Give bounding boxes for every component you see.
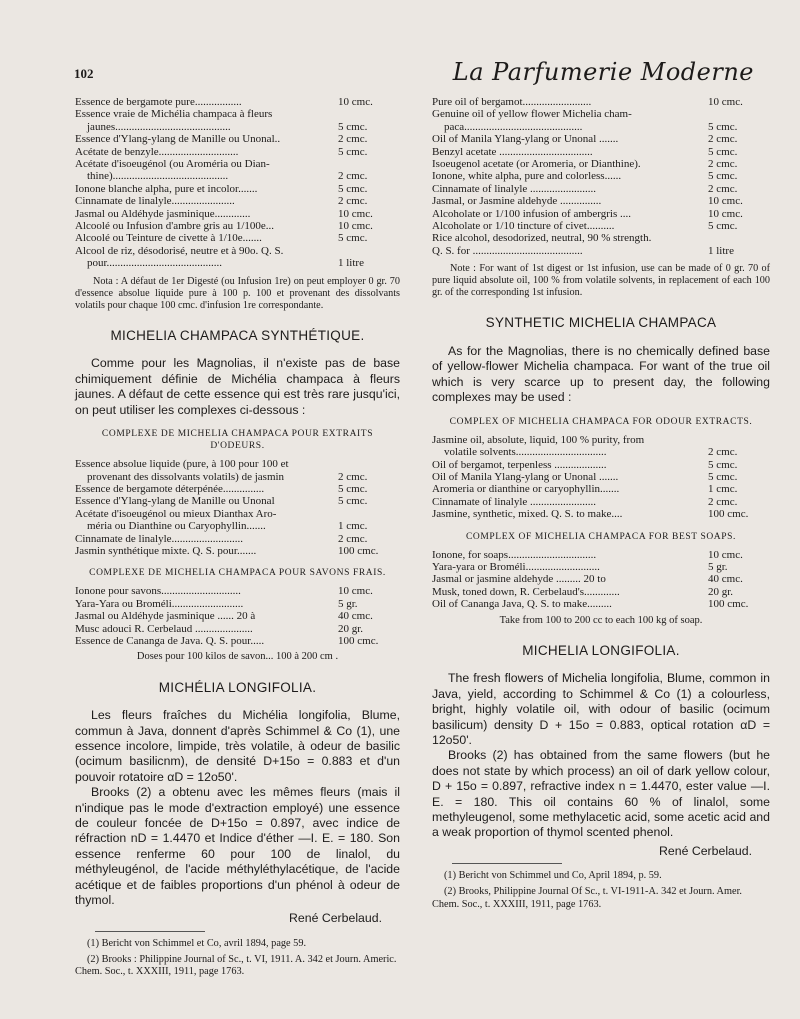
ingredient-name: Genuine oil of yellow flower Michelia cham- xyxy=(432,108,632,121)
body-paragraph: Les fleurs fraîches du Michélia longifolia, Blume, commun à Java, donnent d'après Schimmel & Co (1), une essence incolore, limpide, très volatile, à odeur de basilic (ocimum basilicnm), de densité D+15o = 0.883 et d'un pouvoir rotatoire αD = 12o50'. xyxy=(75,708,400,784)
ingredient-quantity: 2 cmc. xyxy=(338,170,368,183)
recipe-row xyxy=(75,585,400,597)
ingredient-quantity: 5 cmc. xyxy=(338,482,368,495)
ingredient-quantity: 10 cmc. xyxy=(338,96,373,108)
ingredient-name: Yara-Yara ou Broméli.......................... xyxy=(75,597,244,610)
ingredient-quantity: 100 cmc. xyxy=(338,634,379,647)
ingredient-quantity: 5 cmc. xyxy=(708,145,738,158)
ingredient-name: Oil of Cananga Java, Q. S. to make......... xyxy=(432,598,612,611)
ingredient-name: Oil of Manila Ylang-ylang or Unonal ....... xyxy=(432,133,619,146)
recipe-subheading: COMPLEXE DE MICHELIA CHAMPACA POUR EXTRAITS D'ODEURS. xyxy=(101,429,374,452)
recipe-row xyxy=(432,434,770,446)
recipe-row xyxy=(75,533,400,545)
ingredient-name: Essence d'Ylang-ylang de Manille ou Unonal.. xyxy=(75,133,281,146)
recipe-list xyxy=(75,96,400,270)
recipe-row xyxy=(432,549,770,561)
footnote: (1) Bericht von Schimmel et Co, avril 1894, page 59. xyxy=(87,937,307,949)
ingredient-quantity: 10 cmc. xyxy=(708,207,743,220)
recipe-row xyxy=(75,257,400,269)
recipe-row xyxy=(75,458,400,470)
ingredient-name: Musk, toned down, R. Cerbelaud's............. xyxy=(432,585,620,598)
ingredient-name: Oil of Manila Ylang-ylang or Unonal ....... xyxy=(432,470,619,483)
footnote-rule xyxy=(452,863,562,864)
recipe-row xyxy=(75,635,400,647)
ingredient-quantity: 10 cmc. xyxy=(708,96,743,108)
ingredient-name: Alcoolé ou Teinture de civette à 1/10e....... xyxy=(75,232,262,245)
footnote: (1) Bericht von Schimmel und Co, April 1894, p. 59. xyxy=(444,870,662,882)
ingredient-name: Cinnamate de linalyle....................... xyxy=(75,195,235,208)
recipe-row xyxy=(75,133,400,145)
ingredient-name: jaunes.......................................... xyxy=(87,120,231,133)
recipe-list xyxy=(432,96,770,257)
ingredient-name: paca........................................... xyxy=(444,120,583,133)
section-heading: SYNTHETIC MICHELIA CHAMPACA xyxy=(485,315,717,331)
recipe-row xyxy=(432,496,770,508)
recipe-row xyxy=(432,146,770,158)
ingredient-name: Pure oil of bergamot......................... xyxy=(432,96,592,108)
ingredient-quantity: 5 cmc. xyxy=(338,145,368,158)
ingredient-name: Ionone blanche alpha, pure et incolor....... xyxy=(75,182,258,195)
ingredient-quantity: 20 gr. xyxy=(708,585,734,598)
recipe-row xyxy=(432,508,770,520)
recipe-row xyxy=(432,170,770,182)
ingredient-name: Benzyl acetate .................................. xyxy=(432,145,593,158)
ingredient-name: Jasmal ou Aldéhyde jasminique............. xyxy=(75,207,251,220)
ingredient-name: Alcool de riz, désodorisé, neutre et à 90o. Q. S. xyxy=(75,244,284,257)
ingredient-quantity: 2 cmc. xyxy=(338,195,368,208)
recipe-row xyxy=(75,96,400,108)
ingredient-name: pour.......................................... xyxy=(87,257,223,270)
recipe-row xyxy=(432,108,770,120)
recipe-subheading: COMPLEX OF MICHELIA CHAMPACA FOR BEST SOAPS. xyxy=(465,531,737,542)
ingredient-quantity: 5 cmc. xyxy=(708,170,738,183)
ingredient-name: Essence de Cananga de Java. Q. S. pour..... xyxy=(75,634,265,647)
body-paragraph: Brooks (2) has obtained from the same flowers (but he does not state by which process) an oil of dark yellow colour, D + 15o = 0.897, refractive index n = 1.4470, ester value —I. E. = 180. This oil contains 60 % of linalol, some methyleugenol, some methylacetic acid, some acetic acid and a weak proportion of thymol scented phenol. xyxy=(432,748,770,840)
ingredient-quantity: 10 cmc. xyxy=(708,195,743,208)
recipe-list xyxy=(75,585,400,647)
ingredient-name: Ionone pour savons............................. xyxy=(75,585,241,598)
ingredient-name: Jasmine, synthetic, mixed. Q. S. to make.... xyxy=(432,508,623,521)
ingredient-quantity: 1 litre xyxy=(338,257,364,270)
recipe-row xyxy=(432,598,770,610)
ingredient-name: Oil of bergamot, terpenless ................... xyxy=(432,458,607,471)
ingredient-name: Essence de bergamote déterpénée............... xyxy=(75,482,265,495)
ingredient-name: thine).......................................... xyxy=(87,170,229,183)
recipe-row xyxy=(75,108,400,120)
recipe-row xyxy=(75,195,400,207)
recipe-row xyxy=(432,483,770,495)
ingredient-name: Musc adouci R. Cerbelaud ..................... xyxy=(75,622,253,635)
yield-note: Doses pour 100 kilos de savon... 100 à 200 cm . xyxy=(136,651,339,663)
ingredient-quantity: 1 cmc. xyxy=(708,483,738,496)
body-paragraph: The fresh flowers of Michelia longifolia, Blume, common in Java, yield, according to Schimmel & Co (1) a colourless, bright, highly volatile oil, with odour of basilic (ocimum basilicum) density D + 15o = 0.883, optical rotation αD = 12o50'. xyxy=(432,671,770,747)
ingredient-name: Alcoolé ou Infusion d'ambre gris au 1/100e... xyxy=(75,220,275,233)
note: Note : For want of 1st digest or 1st infusion, use can be made of 0 gr. 70 of pure liquid absolute oil, 100 % from volatile solvents, in replacement of each 100 gr. of the corresponding 1st infusion. xyxy=(432,263,770,299)
recipe-row xyxy=(432,183,770,195)
ingredient-name: méria ou Dianthine ou Caryophyllin....... xyxy=(87,520,266,533)
ingredient-quantity: 2 cmc. xyxy=(708,158,738,171)
recipe-row xyxy=(75,245,400,257)
footnote-rule xyxy=(95,931,205,932)
intro-paragraph: Comme pour les Magnolias, il n'existe pas de base chimiquement définie de Michélia champaca à fleurs jaunes. A défaut de cette essence qui est très rare jusqu'ici, on peut utiliser les complexes ci-dessous : xyxy=(75,356,400,417)
recipe-list xyxy=(432,434,770,521)
recipe-row xyxy=(432,232,770,244)
recipe-row xyxy=(432,208,770,220)
signature: René Cerbelaud. xyxy=(289,911,382,926)
ingredient-name: Aromeria or dianthine or caryophyllin....... xyxy=(432,483,620,496)
ingredient-name: Jasmin synthétique mixte. Q. S. pour....... xyxy=(75,544,257,557)
ingredient-quantity: 5 gr. xyxy=(708,560,728,573)
recipe-subheading: COMPLEX OF MICHELIA CHAMPACA FOR ODOUR EXTRACTS. xyxy=(449,416,753,427)
ingredient-name: Q. S. for ........................................ xyxy=(432,244,583,257)
ingredient-name: Cinnamate of linalyle ........................ xyxy=(432,495,597,508)
ingredient-name: Essence de bergamote pure................. xyxy=(75,96,242,108)
recipe-row xyxy=(432,158,770,170)
ingredient-quantity: 2 cmc. xyxy=(338,133,368,146)
ingredient-quantity: 2 cmc. xyxy=(338,532,368,545)
recipe-row xyxy=(75,545,400,557)
recipe-row xyxy=(432,121,770,133)
ingredient-quantity: 2 cmc. xyxy=(708,495,738,508)
ingredient-quantity: 10 cmc. xyxy=(338,585,373,598)
right-column xyxy=(432,96,770,915)
recipe-row xyxy=(432,133,770,145)
ingredient-quantity: 5 cmc. xyxy=(338,182,368,195)
recipe-row xyxy=(432,459,770,471)
recipe-row xyxy=(432,220,770,232)
recipe-row xyxy=(75,158,400,170)
ingredient-name: Jasmal, or Jasmine aldehyde ............... xyxy=(432,195,602,208)
signature: René Cerbelaud. xyxy=(659,843,752,858)
ingredient-quantity: 1 cmc. xyxy=(338,520,368,533)
ingredient-name: Yara-yara or Broméli........................... xyxy=(432,560,600,573)
ingredient-quantity: 5 cmc. xyxy=(708,220,738,233)
ingredient-name: Acétate d'isoeugénol (ou Aroméria ou Dian- xyxy=(75,158,270,171)
ingredient-quantity: 100 cmc. xyxy=(708,598,749,611)
recipe-row xyxy=(75,170,400,182)
ingredient-quantity: 5 gr. xyxy=(338,597,358,610)
recipe-row xyxy=(75,471,400,483)
section-heading: MICHELIA LONGIFOLIA. xyxy=(522,642,680,658)
ingredient-quantity: 5 cmc. xyxy=(708,120,738,133)
recipe-row xyxy=(75,610,400,622)
recipe-row xyxy=(432,471,770,483)
intro-paragraph: As for the Magnolias, there is no chemically defined base of yellow-flower Michelia champaca. For want of the true oil which is very scarce up to present day, the following complexes may be used : xyxy=(432,343,770,405)
ingredient-name: Essence d'Ylang-ylang de Manille ou Unonal xyxy=(75,495,275,508)
page-number: 102 xyxy=(74,66,94,81)
recipe-row xyxy=(75,623,400,635)
recipe-row xyxy=(75,483,400,495)
ingredient-name: Essence vraie de Michélia champaca à fleurs xyxy=(75,108,273,121)
ingredient-quantity: 100 cmc. xyxy=(708,508,749,521)
section-heading: MICHELIA CHAMPACA SYNTHÉTIQUE. xyxy=(110,327,365,343)
body-paragraph: Brooks (2) a obtenu avec les mêmes fleurs (mais il n'indique pas le mode d'extraction employé) une essence de couleur foncée de D+15o = 0.897, avec indice de réfraction nD = 1.4470 et Indice d'éther —I. E. = 180. Son essence renferme 60 pour 100 de linalol, du méthyleugénol, de l'acide méthyléthylacétique, de l'acide acétique et de faibles proportions d'un phénol à odeur de thymol. xyxy=(75,785,400,908)
section-heading: MICHÉLIA LONGIFOLIA. xyxy=(158,679,317,695)
recipe-list xyxy=(432,549,770,611)
ingredient-quantity: 2 cmc. xyxy=(708,133,738,146)
yield-note: Take from 100 to 200 cc to each 100 kg of soap. xyxy=(499,614,703,626)
ingredient-name: volatile solvents................................. xyxy=(444,446,607,459)
ingredient-quantity: 20 gr. xyxy=(338,622,364,635)
running-title: La Parfumerie Moderne xyxy=(452,58,754,86)
ingredient-quantity: 100 cmc. xyxy=(338,544,379,557)
recipe-row xyxy=(75,508,400,520)
ingredient-name: provenant des dissolvants volatils) de jasmin xyxy=(87,470,285,483)
ingredient-quantity: 5 cmc. xyxy=(708,458,738,471)
footnote: (2) Brooks : Philippine Journal of Sc., t. VI, 1911. A. 342 et Journ. Americ. Chem. Soc., t. XXXIII, 1911, page 1763. xyxy=(75,954,397,978)
ingredient-name: Cinnamate de linalyle.......................... xyxy=(75,532,244,545)
ingredient-name: Jasmal or jasmine aldehyde ......... 20 to xyxy=(432,573,606,586)
recipe-row xyxy=(75,121,400,133)
recipe-row xyxy=(432,586,770,598)
ingredient-quantity: 5 cmc. xyxy=(338,120,368,133)
left-column xyxy=(75,96,400,982)
ingredient-quantity: 10 cmc. xyxy=(708,548,743,561)
ingredient-name: Alcoholate or 1/10 tincture of civet.......... xyxy=(432,220,615,233)
recipe-row xyxy=(432,96,770,108)
ingredient-quantity: 10 cmc. xyxy=(338,220,373,233)
recipe-row xyxy=(75,232,400,244)
ingredient-name: Jasmine oil, absolute, liquid, 100 % purity, from xyxy=(432,433,645,446)
ingredient-quantity: 10 cmc. xyxy=(338,207,373,220)
recipe-row xyxy=(75,146,400,158)
ingredient-quantity: 2 cmc. xyxy=(708,446,738,459)
recipe-row xyxy=(75,220,400,232)
recipe-list xyxy=(75,458,400,557)
ingredient-quantity: 5 cmc. xyxy=(708,470,738,483)
ingredient-quantity: 2 cmc. xyxy=(338,470,368,483)
ingredient-name: Rice alcohol, desodorized, neutral, 90 % strength. xyxy=(432,232,652,245)
ingredient-name: Ionone, for soaps................................ xyxy=(432,548,597,561)
recipe-row xyxy=(432,245,770,257)
ingredient-name: Alcoholate or 1/100 infusion of ambergris .... xyxy=(432,207,631,220)
ingredient-quantity: 2 cmc. xyxy=(708,182,738,195)
ingredient-name: Essence absolue liquide (pure, à 100 pour 100 et xyxy=(75,458,289,471)
ingredient-name: Ionone, white alpha, pure and colorless...... xyxy=(432,170,622,183)
ingredient-name: Acétate de benzyle............................. xyxy=(75,145,239,158)
recipe-row xyxy=(75,495,400,507)
recipe-row xyxy=(432,195,770,207)
recipe-row xyxy=(75,598,400,610)
ingredient-quantity: 1 litre xyxy=(708,244,734,257)
recipe-row xyxy=(75,208,400,220)
recipe-row xyxy=(432,573,770,585)
ingredient-name: Cinnamate of linalyle ........................ xyxy=(432,182,597,195)
ingredient-quantity: 5 cmc. xyxy=(338,232,368,245)
recipe-row xyxy=(432,561,770,573)
note: Nota : A défaut de 1er Digesté (ou Infusion 1re) on peut employer 0 gr. 70 d'essence absolue liquide pure à 100 p. 100 et provenant des dissolvants volatils pour chaque 100 cmc. d'infusion 1re correspondante. xyxy=(75,275,400,311)
ingredient-quantity: 40 cmc. xyxy=(708,573,743,586)
recipe-row xyxy=(75,183,400,195)
ingredient-quantity: 5 cmc. xyxy=(338,495,368,508)
ingredient-name: Isoeugenol acetate (or Aromeria, or Dianthine). xyxy=(432,158,641,171)
ingredient-name: Jasmal ou Aldéhyde jasminique ...... 20 à xyxy=(75,610,256,623)
recipe-row xyxy=(432,446,770,458)
footnote: (2) Brooks, Philippine Journal Of Sc., t. VI-1911-A. 342 et Journ. Amer. Chem. Soc., t. XXXIII, 1911, page 1763. xyxy=(432,886,743,910)
recipe-row xyxy=(75,520,400,532)
ingredient-name: Acétate d'isoeugénol ou mieux Dianthax Aro- xyxy=(75,507,277,520)
recipe-subheading: COMPLEXE DE MICHELIA CHAMPACA POUR SAVONS FRAIS. xyxy=(89,568,386,579)
ingredient-quantity: 40 cmc. xyxy=(338,610,373,623)
